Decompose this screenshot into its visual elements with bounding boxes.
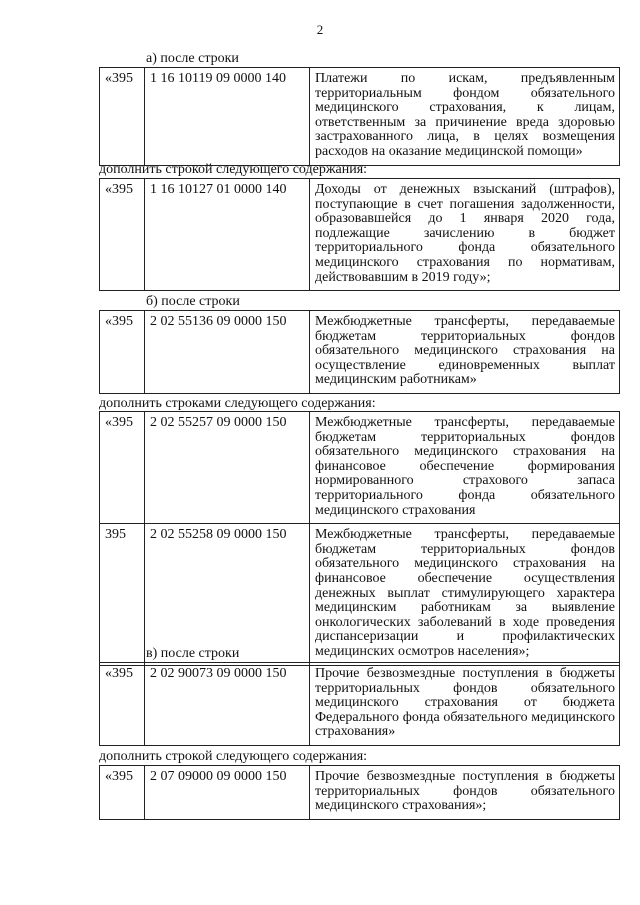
kbk-code-cell: 2 02 55258 09 0000 150 (145, 524, 310, 665)
table-row (100, 766, 620, 820)
admin-code-cell: «395 (100, 766, 145, 820)
section-label: в) после строки (146, 646, 240, 661)
admin-code-cell: «395 (100, 68, 145, 166)
description-cell: Прочие безвозмездные поступления в бюджеты территориальных фондов обязательного медицинского страхования от бюджета Федерального фонда обязательного медицинского страхования» (310, 663, 620, 746)
description-cell: Межбюджетные трансферты, передаваемые бюджетам территориальных фондов обязательного медицинского страхования на финансовое обеспечение формирования нормированного страхового запаса территориального фонда обязательного медицинского страхования (310, 412, 620, 524)
description-cell: Межбюджетные трансферты, передаваемые бюджетам территориальных фондов обязательного медицинского страхования на осуществление единовременных выплат медицинским работникам» (310, 311, 620, 394)
table-row (100, 412, 620, 524)
table-row (100, 311, 620, 394)
kbk-table (99, 765, 620, 820)
section-label: а) после строки (146, 51, 239, 66)
admin-code-cell: «395 (100, 179, 145, 291)
kbk-code-cell: 2 02 55136 09 0000 150 (145, 311, 310, 394)
kbk-table (99, 67, 620, 166)
table-row (100, 179, 620, 291)
kbk-code-cell: 2 07 09000 09 0000 150 (145, 766, 310, 820)
admin-code-cell: «395 (100, 412, 145, 524)
description-cell: Прочие безвозмездные поступления в бюджеты территориальных фондов обязательного медицинского страхования»; (310, 766, 620, 820)
admin-code-cell: «395 (100, 311, 145, 394)
admin-code-cell: 395 (100, 524, 145, 665)
kbk-table (99, 662, 620, 746)
table-row (100, 663, 620, 746)
kbk-code-cell: 1 16 10119 09 0000 140 (145, 68, 310, 166)
table-row (100, 524, 620, 665)
kbk-code-cell: 2 02 55257 09 0000 150 (145, 412, 310, 524)
kbk-table (99, 411, 620, 666)
kbk-table (99, 178, 620, 291)
kbk-table (99, 310, 620, 394)
description-cell: Доходы от денежных взысканий (штрафов), поступающие в счет погашения задолженности, образовавшейся до 1 января 2020 года, подлежащие зачислению в бюджет территориального фонда обязательного медицинского страхования по нормативам, действовавшим в 2019 году»; (310, 179, 620, 291)
section-label: дополнить строкой следующего содержания: (99, 162, 368, 177)
page-number: 2 (316, 22, 324, 37)
table-row (100, 68, 620, 166)
kbk-code-cell: 1 16 10127 01 0000 140 (145, 179, 310, 291)
description-cell: Межбюджетные трансферты, передаваемые бюджетам территориальных фондов обязательного медицинского страхования на финансовое обеспечение осуществления денежных выплат стимулирующего характера медицинским работникам за выявление онкологических заболеваний в ходе проведения диспансеризации и профилактических медицинских осмотров населения»; (310, 524, 620, 665)
description-cell: Платежи по искам, предъявленным территориальным фондом обязательного медицинского страхования, к лицам, ответственным за причинение вреда здоровью застрахованного лица, в целях возмещения расходов на оказание медицинской помощи» (310, 68, 620, 166)
kbk-code-cell: 2 02 90073 09 0000 150 (145, 663, 310, 746)
section-label: дополнить строкой следующего содержания: (99, 749, 368, 764)
admin-code-cell: «395 (100, 663, 145, 746)
section-label: б) после строки (146, 294, 240, 309)
section-label: дополнить строками следующего содержания: (99, 396, 376, 411)
